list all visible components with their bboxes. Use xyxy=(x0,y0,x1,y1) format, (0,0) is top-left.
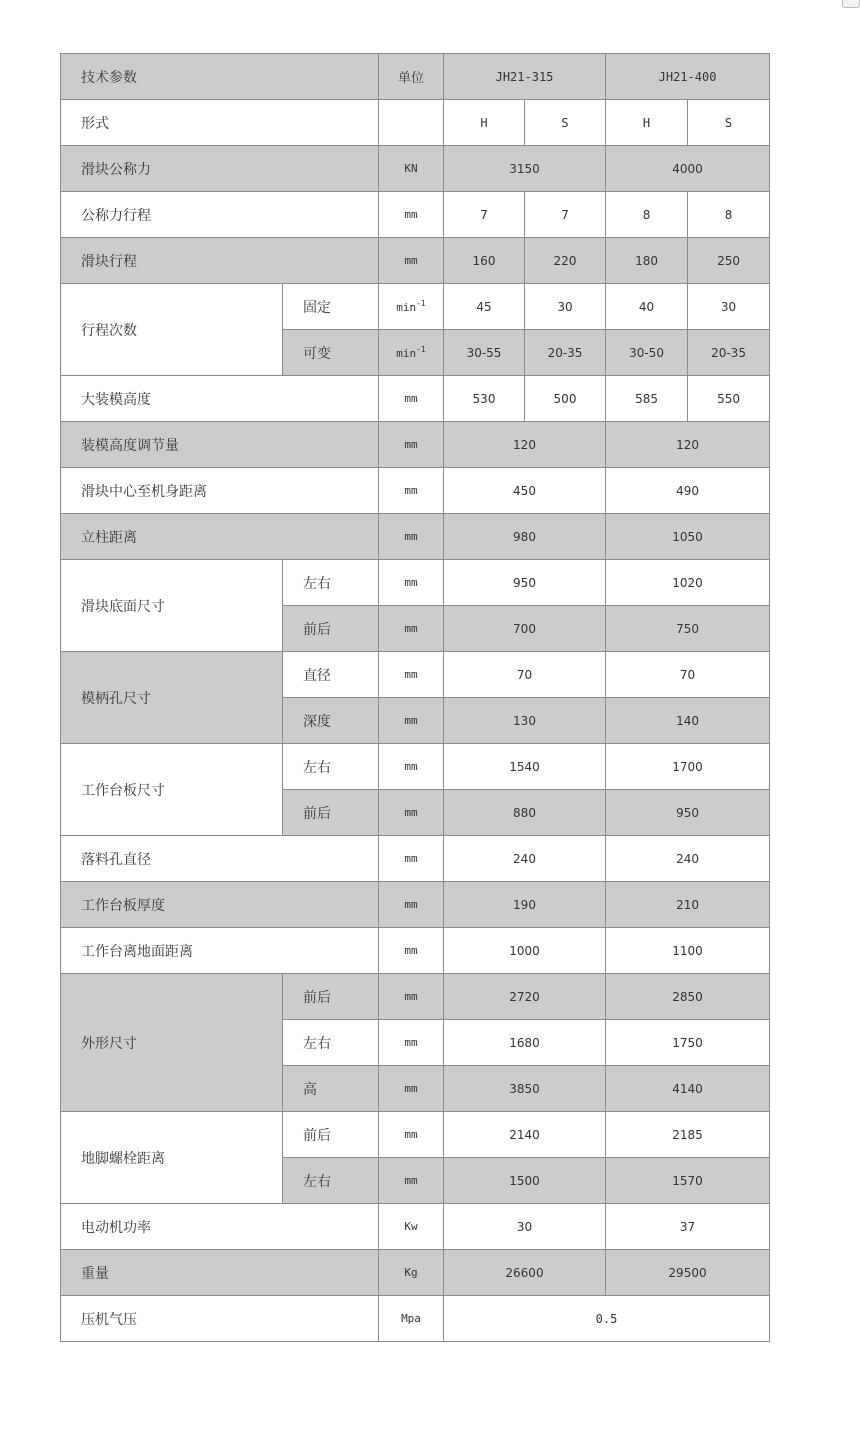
value-cell: 140 xyxy=(606,698,770,744)
row-label: 立柱距离 xyxy=(61,514,379,560)
value-cell: 8 xyxy=(688,192,770,238)
value-cell: 70 xyxy=(444,652,606,698)
value-cell: 20-35 xyxy=(525,330,606,376)
value-cell: 180 xyxy=(606,238,688,284)
value-cell: 26600 xyxy=(444,1250,606,1296)
value-cell: 490 xyxy=(606,468,770,514)
sub-label: 前后 xyxy=(283,1112,379,1158)
value-cell: 530 xyxy=(444,376,525,422)
unit-cell: mm xyxy=(379,560,444,606)
unit-cell: mm xyxy=(379,790,444,836)
value-cell: S xyxy=(525,100,606,146)
scrollbar-corner[interactable] xyxy=(842,0,860,8)
table-row xyxy=(61,100,770,146)
table-row xyxy=(61,514,770,560)
sub-label: 左右 xyxy=(283,1158,379,1204)
unit-cell: mm xyxy=(379,1066,444,1112)
unit-cell: mm xyxy=(379,1158,444,1204)
value-cell: 550 xyxy=(688,376,770,422)
value-cell: 1750 xyxy=(606,1020,770,1066)
value-cell: 585 xyxy=(606,376,688,422)
value-cell: 130 xyxy=(444,698,606,744)
value-cell: 190 xyxy=(444,882,606,928)
header-param: 技术参数 xyxy=(61,54,379,100)
value-cell: 1700 xyxy=(606,744,770,790)
table-row xyxy=(61,836,770,882)
value-cell: 950 xyxy=(606,790,770,836)
table-row xyxy=(61,882,770,928)
unit-cell: mm xyxy=(379,974,444,1020)
sub-label: 直径 xyxy=(283,652,379,698)
table-row xyxy=(61,376,770,422)
table-row xyxy=(61,146,770,192)
value-cell: H xyxy=(444,100,525,146)
value-cell: 40 xyxy=(606,284,688,330)
table-row xyxy=(61,744,770,790)
value-cell: 1050 xyxy=(606,514,770,560)
table-row xyxy=(61,560,770,606)
value-cell: 70 xyxy=(606,652,770,698)
row-label: 形式 xyxy=(61,100,379,146)
unit-cell: Mpa xyxy=(379,1296,444,1342)
group-label: 地脚螺栓距离 xyxy=(61,1112,283,1204)
row-label: 压机气压 xyxy=(61,1296,379,1342)
unit-cell: Kg xyxy=(379,1250,444,1296)
unit-cell: mm xyxy=(379,836,444,882)
row-label: 滑块公称力 xyxy=(61,146,379,192)
row-label: 装模高度调节量 xyxy=(61,422,379,468)
value-cell: 750 xyxy=(606,606,770,652)
value-cell: 160 xyxy=(444,238,525,284)
value-cell: 880 xyxy=(444,790,606,836)
row-label: 滑块中心至机身距离 xyxy=(61,468,379,514)
value-cell: 7 xyxy=(444,192,525,238)
group-label: 行程次数 xyxy=(61,284,283,376)
row-label: 工作台板厚度 xyxy=(61,882,379,928)
value-cell: 37 xyxy=(606,1204,770,1250)
table-row xyxy=(61,284,770,330)
sub-label: 左右 xyxy=(283,1020,379,1066)
value-cell: 2185 xyxy=(606,1112,770,1158)
unit-cell: mm xyxy=(379,928,444,974)
value-cell: 500 xyxy=(525,376,606,422)
value-cell: 210 xyxy=(606,882,770,928)
spec-table xyxy=(60,53,770,1342)
unit-superscript: -1 xyxy=(416,345,426,354)
table-row xyxy=(61,468,770,514)
sub-label: 左右 xyxy=(283,744,379,790)
group-label: 滑块底面尺寸 xyxy=(61,560,283,652)
table-row xyxy=(61,1296,770,1342)
unit-cell: mm xyxy=(379,882,444,928)
header-model-1: JH21-315 xyxy=(444,54,606,100)
unit-cell xyxy=(379,330,444,376)
table-row xyxy=(61,192,770,238)
value-cell: 3850 xyxy=(444,1066,606,1112)
table-row xyxy=(61,1112,770,1158)
value-cell: 450 xyxy=(444,468,606,514)
unit-cell: mm xyxy=(379,422,444,468)
unit-cell: mm xyxy=(379,698,444,744)
value-cell: 45 xyxy=(444,284,525,330)
value-cell: 240 xyxy=(606,836,770,882)
value-cell: 950 xyxy=(444,560,606,606)
unit-cell xyxy=(379,100,444,146)
group-label: 模柄孔尺寸 xyxy=(61,652,283,744)
row-label: 工作台离地面距离 xyxy=(61,928,379,974)
value-cell: 1000 xyxy=(444,928,606,974)
value-cell: 240 xyxy=(444,836,606,882)
sub-label: 前后 xyxy=(283,790,379,836)
value-cell: 4000 xyxy=(606,146,770,192)
unit-cell: mm xyxy=(379,192,444,238)
value-cell: 1570 xyxy=(606,1158,770,1204)
value-cell: 220 xyxy=(525,238,606,284)
value-cell: 20-35 xyxy=(688,330,770,376)
unit-cell: mm xyxy=(379,468,444,514)
value-cell: 250 xyxy=(688,238,770,284)
unit-cell: Kw xyxy=(379,1204,444,1250)
unit-cell: mm xyxy=(379,744,444,790)
value-cell: 2140 xyxy=(444,1112,606,1158)
row-label: 重量 xyxy=(61,1250,379,1296)
table-row xyxy=(61,974,770,1020)
value-cell: H xyxy=(606,100,688,146)
value-cell: 30-50 xyxy=(606,330,688,376)
table-row xyxy=(61,928,770,974)
unit-cell: mm xyxy=(379,606,444,652)
unit-cell: mm xyxy=(379,652,444,698)
value-cell: S xyxy=(688,100,770,146)
value-cell: 1540 xyxy=(444,744,606,790)
sub-label: 深度 xyxy=(283,698,379,744)
value-cell: 2850 xyxy=(606,974,770,1020)
group-label: 外形尺寸 xyxy=(61,974,283,1112)
header-unit: 单位 xyxy=(379,54,444,100)
value-cell: 3150 xyxy=(444,146,606,192)
unit-cell: mm xyxy=(379,514,444,560)
header-row xyxy=(61,54,770,100)
value-cell: 1500 xyxy=(444,1158,606,1204)
unit-text: min xyxy=(396,347,417,360)
row-label: 落料孔直径 xyxy=(61,836,379,882)
unit-cell: mm xyxy=(379,376,444,422)
group-label: 工作台板尺寸 xyxy=(61,744,283,836)
value-cell: 120 xyxy=(444,422,606,468)
value-cell: 120 xyxy=(606,422,770,468)
value-cell: 1680 xyxy=(444,1020,606,1066)
header-model-2: JH21-400 xyxy=(606,54,770,100)
table-row xyxy=(61,1250,770,1296)
sub-label: 前后 xyxy=(283,606,379,652)
unit-cell: mm xyxy=(379,1020,444,1066)
unit-text: min xyxy=(396,301,417,314)
value-cell: 29500 xyxy=(606,1250,770,1296)
value-cell: 4140 xyxy=(606,1066,770,1112)
sub-label: 左右 xyxy=(283,560,379,606)
unit-cell: mm xyxy=(379,238,444,284)
value-cell: 30-55 xyxy=(444,330,525,376)
unit-cell: mm xyxy=(379,1112,444,1158)
sub-label: 前后 xyxy=(283,974,379,1020)
value-cell: 980 xyxy=(444,514,606,560)
value-cell: 30 xyxy=(444,1204,606,1250)
unit-cell: KN xyxy=(379,146,444,192)
table-row xyxy=(61,422,770,468)
value-cell: 30 xyxy=(525,284,606,330)
value-cell: 30 xyxy=(688,284,770,330)
value-cell: 7 xyxy=(525,192,606,238)
table-row xyxy=(61,1204,770,1250)
value-cell: 1100 xyxy=(606,928,770,974)
row-label: 滑块行程 xyxy=(61,238,379,284)
value-cell: 2720 xyxy=(444,974,606,1020)
row-label: 电动机功率 xyxy=(61,1204,379,1250)
value-cell: 8 xyxy=(606,192,688,238)
sub-label: 可变 xyxy=(283,330,379,376)
row-label: 公称力行程 xyxy=(61,192,379,238)
sub-label: 固定 xyxy=(283,284,379,330)
value-cell: 0.5 xyxy=(444,1296,770,1342)
value-cell: 1020 xyxy=(606,560,770,606)
row-label: 大装模高度 xyxy=(61,376,379,422)
table-row xyxy=(61,652,770,698)
unit-cell xyxy=(379,284,444,330)
table-row xyxy=(61,238,770,284)
sub-label: 高 xyxy=(283,1066,379,1112)
unit-superscript: -1 xyxy=(416,299,426,308)
value-cell: 700 xyxy=(444,606,606,652)
